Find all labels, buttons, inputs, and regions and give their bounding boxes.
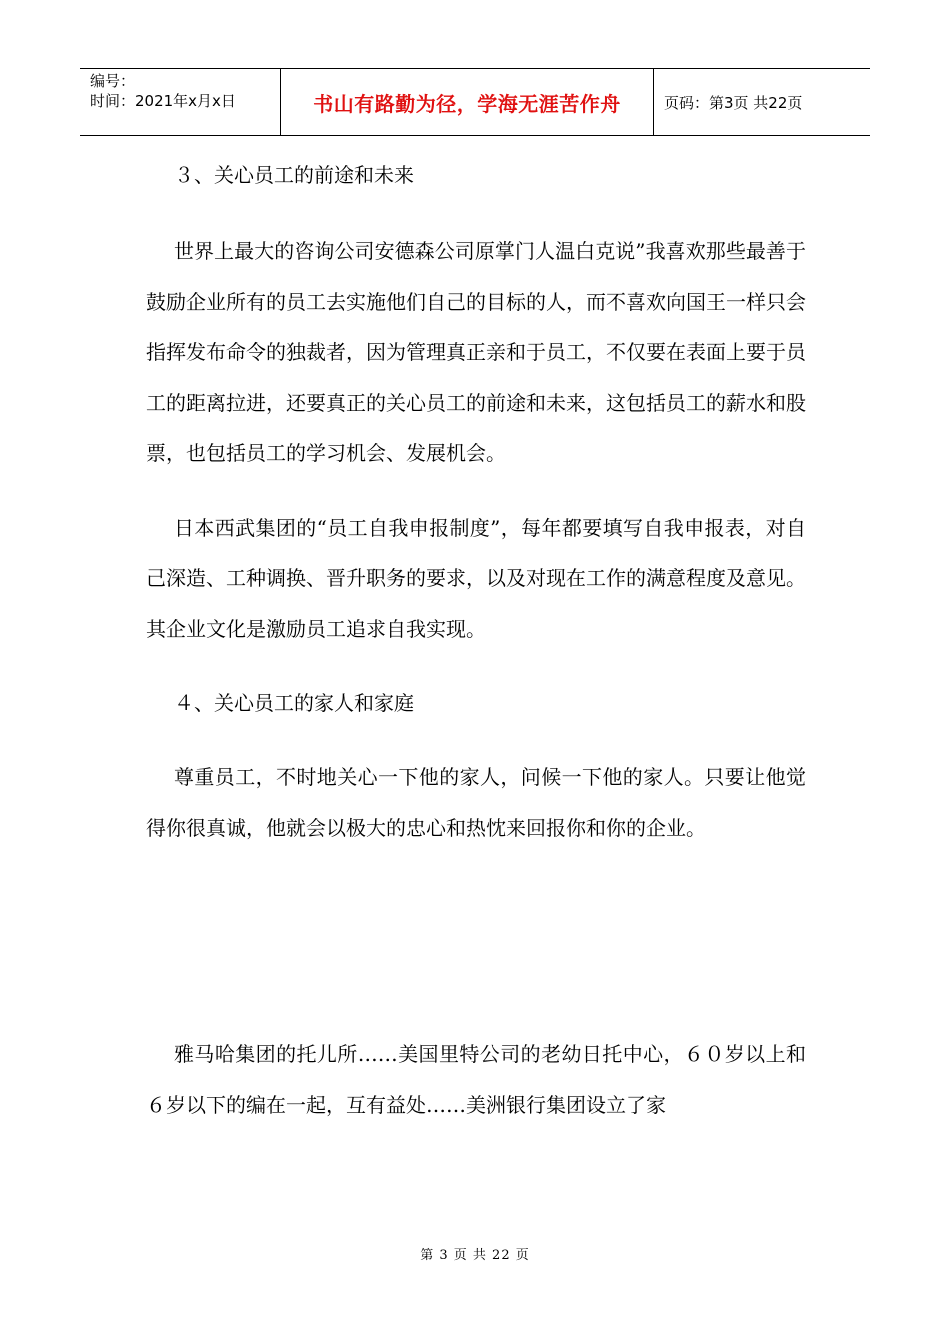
paragraph-seibu: 日本西武集团的“员工自我申报制度”，每年都要填写自我申报表，对自己深造、工种调换、晋升职务的要求，以及对现在工作的满意程度及意见。其企业文化是激励员工追求自我实现。 <box>146 515 806 641</box>
document-date: 时间：2021年x月x日 <box>90 92 236 110</box>
section-heading-4: ４、关心员工的家人和家庭 <box>174 691 414 715</box>
paragraph-respect: 尊重员工，不时地关心一下他的家人，问候一下他的家人。只要让他觉得你很真诚，他就会以极大的忠心和热忱来回报你和你的企业。 <box>146 765 806 840</box>
section-heading-3: ３、关心员工的前途和未来 <box>174 163 414 187</box>
page-footer: 第 3 页 共 22 页 <box>420 1248 530 1263</box>
page-header <box>80 68 870 136</box>
header-meta <box>80 69 281 135</box>
document-number: 编号： <box>90 72 136 90</box>
document-body <box>146 150 806 1130</box>
paragraph-yamaha: 雅马哈集团的托儿所……美国里特公司的老幼日托中心，６０岁以上和６岁以下的编在一起，互有益处……美洲银行集团设立了家 <box>146 1042 806 1117</box>
header-page-number: 页码：第3页 共22页 <box>664 93 803 112</box>
header-motto: 书山有路勤为径，学海无涯苦作舟 <box>281 69 654 135</box>
paragraph-anderson: 世界上最大的咨询公司安德森公司原掌门人温白克说”我喜欢那些最善于鼓励企业所有的员工去实施他们自己的目标的人，而不喜欢向国王一样只会指挥发布命令的独裁者，因为管理真正亲和于员工，不仅要在表面上要于员工的距离拉进，还要真正的关心员工的前途和未来，这包括员工的薪水和股票，也包括员工的学习机会、发展机会。 <box>146 239 806 465</box>
